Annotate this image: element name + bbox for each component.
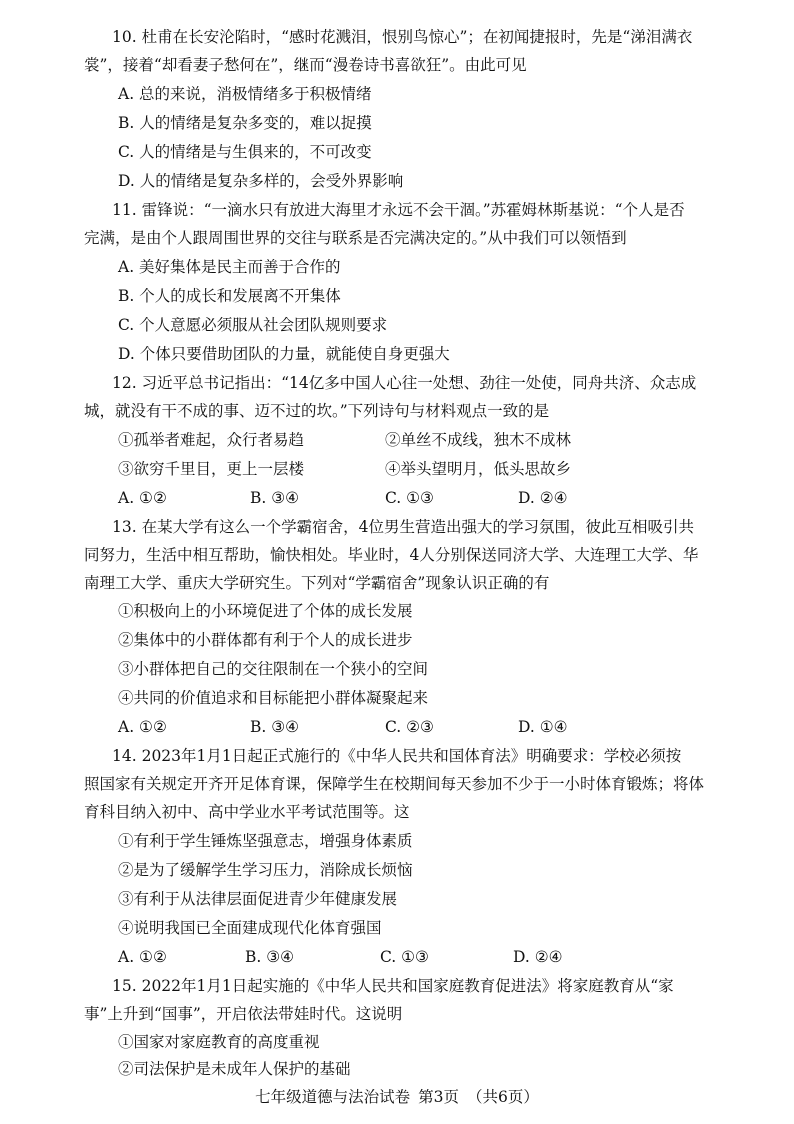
q10-stem-line1: 10. 杜甫在长安沦陷时，“感时花溅泪，恨别鸟惊心”；在初闻捷报时，先是“涕泪满衣: [112, 28, 693, 46]
footer-total: （共6页）: [467, 1088, 539, 1106]
q14-choice-a: A. ①②: [118, 948, 167, 966]
q14-stem-line3: 育科目纳入初中、高中学业水平考试范围等。这: [84, 803, 410, 821]
q13-choice-b: B. ③④: [250, 718, 300, 736]
q11-stem-line2: 完满，是由个人跟周围世界的交往与联系是否完满决定的。”从中我们可以领悟到: [84, 229, 627, 247]
q14-item-1: ①有利于学生锤炼坚强意志，增强身体素质: [118, 832, 413, 850]
q14-choice-d: D. ②④: [513, 948, 563, 966]
q10-option-d: D. 人的情绪是复杂多样的，会受外界影响: [118, 172, 404, 190]
q12-item-3: ③欲穷千里目，更上一层楼: [118, 460, 305, 478]
q14-item-4: ④说明我国已全面建成现代化体育强国: [118, 919, 382, 937]
q12-choice-a: A. ①②: [118, 489, 167, 507]
q12-item-2: ②单丝不成线，独木不成林: [385, 431, 572, 449]
q13-stem-line2: 同努力，生活中相互帮助，愉快相处。毕业时，4人分别保送同济大学、大连理工大学、华: [84, 546, 699, 564]
q14-item-3: ③有利于从法律层面促进青少年健康发展: [118, 890, 398, 908]
q13-item-3: ③小群体把自己的交往限制在一个狭小的空间: [118, 660, 429, 678]
q15-stem-line2: 事”上升到“国事”，开启依法带娃时代。这说明: [84, 1005, 403, 1023]
q13-item-1: ①积极向上的小环境促进了个体的成长发展: [118, 602, 413, 620]
q15-item-2: ②司法保护是未成年人保护的基础: [118, 1060, 351, 1078]
q14-item-2: ②是为了缓解学生学习压力，消除成长烦恼: [118, 861, 413, 879]
q14-choice-c: C. ①③: [380, 948, 429, 966]
q11-option-d: D. 个体只要借助团队的力量，就能使自身更强大: [118, 345, 450, 363]
q11-option-a: A. 美好集体是民主而善于合作的: [118, 258, 341, 276]
footer-page: 第3页: [418, 1088, 459, 1106]
q13-item-4: ④共同的价值追求和目标能把小群体凝聚起来: [118, 689, 429, 707]
q10-option-b: B. 人的情绪是复杂多变的，难以捉摸: [118, 114, 372, 132]
q14-stem-line2: 照国家有关规定开齐开足体育课，保障学生在校期间每天参加不少于一小时体育锻炼；将体: [84, 775, 705, 793]
q11-stem-line1: 11. 雷锋说：“一滴水只有放进大海里才永远不会干涸。”苏霍姆林斯基说：“个人是否: [112, 201, 685, 219]
q13-choice-d: D. ①④: [518, 718, 568, 736]
q13-item-2: ②集体中的小群体都有利于个人的成长进步: [118, 631, 413, 649]
page-footer: [0, 1085, 794, 1107]
q12-item-1: ①孤举者难起，众行者易趋: [118, 431, 305, 449]
q12-choice-b: B. ③④: [250, 489, 300, 507]
q14-choice-b: B. ③④: [245, 948, 295, 966]
q15-item-1: ①国家对家庭教育的高度重视: [118, 1033, 320, 1051]
q13-choice-c: C. ②③: [385, 718, 434, 736]
q10-option-a: A. 总的来说，消极情绪多于积极情绪: [118, 85, 372, 103]
q12-item-4: ④举头望明月，低头思故乡: [385, 460, 572, 478]
q12-stem-line1: 12. 习近平总书记指出：“14亿多中国人心往一处想、劲往一处使，同舟共济、众志成: [112, 374, 697, 392]
q11-option-b: B. 个人的成长和发展离不开集体: [118, 287, 341, 305]
q13-stem-line3: 南理工大学、重庆大学研究生。下列对“学霸宿舍”现象认识正确的有: [84, 574, 550, 592]
q13-choice-a: A. ①②: [118, 718, 167, 736]
q12-stem-line2: 城，就没有干不成的事、迈不过的坎。”下列诗句与材料观点一致的是: [84, 402, 550, 420]
q14-stem-line1: 14. 2023年1月1日起正式施行的《中华人民共和国体育法》明确要求：学校必须按: [112, 747, 682, 765]
q12-choice-d: D. ②④: [518, 489, 568, 507]
q15-stem-line1: 15. 2022年1月1日起实施的《中华人民共和国家庭教育促进法》将家庭教育从“家: [112, 977, 674, 995]
q12-choice-c: C. ①③: [385, 489, 434, 507]
q10-option-c: C. 人的情绪是与生俱来的，不可改变: [118, 143, 372, 161]
q11-option-c: C. 个人意愿必须服从社会团队规则要求: [118, 316, 388, 334]
footer-title: 七年级道德与法治试卷: [255, 1088, 411, 1106]
q13-stem-line1: 13. 在某大学有这么一个学霸宿舍，4位男生营造出强大的学习氛围，彼此互相吸引共: [112, 518, 694, 536]
q10-stem-line2: 裳”，接着“却看妻子愁何在”，继而“漫卷诗书喜欲狂”。由此可见: [84, 56, 527, 74]
